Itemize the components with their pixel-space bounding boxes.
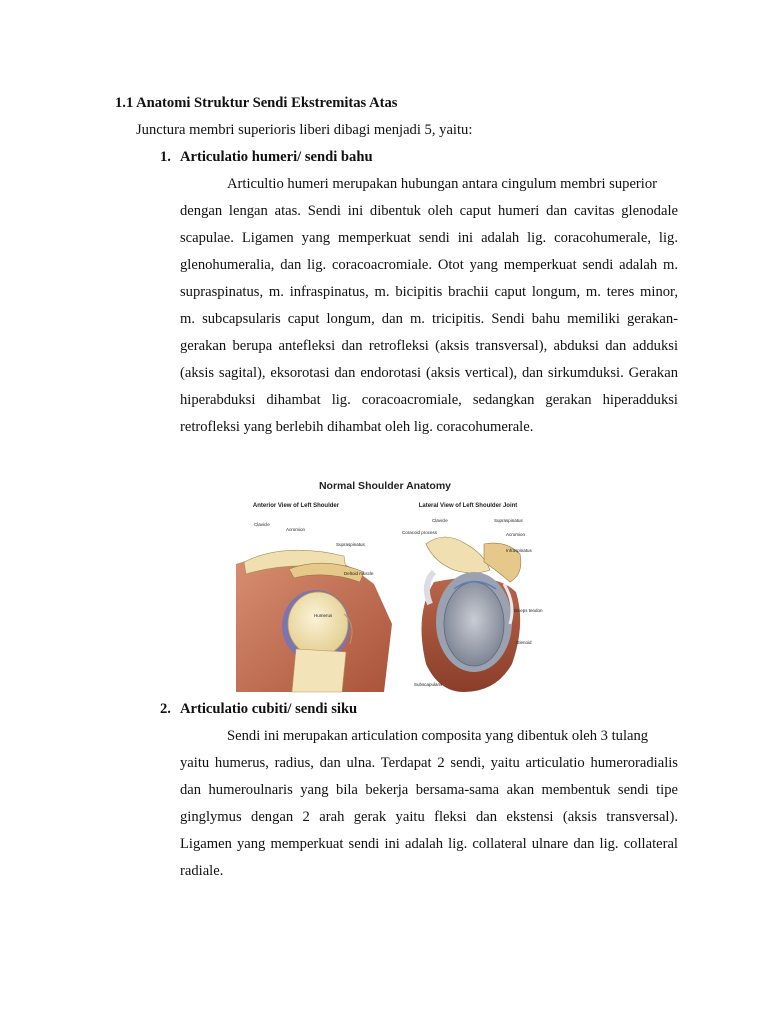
- figure-title: Normal Shoulder Anatomy: [318, 480, 452, 492]
- item-1-line-5: supraspinatus, m. infraspinatus, m. bicipitis brachii caput longum, m. teres minor,: [180, 284, 678, 300]
- label-right-supraspinatus: Supraspinatus: [494, 518, 523, 523]
- label-right-clavicle: Clavicle: [432, 518, 448, 523]
- item-1-line-1: Articultio humeri merupakan hubungan antara cingulum membri superior: [227, 176, 657, 192]
- item-1-line-3: scapulae. Ligamen yang memperkuat sendi ini adalah lig. coracohumerale, lig.: [180, 230, 678, 246]
- figure-right-caption: Lateral View of Left Shoulder Joint: [418, 503, 518, 509]
- shoulder-anatomy-figure: [234, 474, 543, 692]
- label-right-infraspinatus: Infraspinatus: [506, 548, 532, 553]
- item-2-line-4: ginglymus dengan 2 arah gerak yaitu fleksi dan ekstensi (aksis transversal).: [180, 809, 678, 825]
- label-left-deltoid: Deltoid muscle: [344, 571, 374, 576]
- section-heading: 1.1 Anatomi Struktur Sendi Ekstremitas Atas: [115, 95, 398, 111]
- label-left-clavicle: Clavicle: [254, 522, 270, 527]
- item-2-line-2: yaitu humerus, radius, dan ulna. Terdapat 2 sendi, yaitu articulatio humeroradialis: [180, 755, 678, 771]
- item-1-line-7: gerakan berupa antefleksi dan retrofleksi (aksis transversal), abduksi dan adduksi: [180, 338, 678, 354]
- label-left-humerus: Humerus: [314, 613, 333, 618]
- label-right-biceps: Biceps tendon: [514, 608, 543, 613]
- item-1-line-10: retrofleksi yang berlebih dihambat oleh lig. coracohumerale.: [180, 419, 534, 435]
- item-2-line-6: radiale.: [180, 863, 224, 879]
- item-2-number: 2.: [160, 701, 171, 717]
- label-right-subscapularis: Subscapularis: [414, 682, 443, 687]
- item-1-number: 1.: [160, 149, 171, 165]
- item-2-line-5: Ligamen yang memperkuat sendi ini adalah lig. collateral ulnare dan lig. collateral: [180, 836, 678, 852]
- lateral-shoulder-illustration: [422, 537, 521, 692]
- item-1-line-6: m. subcapsularis caput longum, dan m. tricipitis. Sendi bahu memiliki gerakan-: [180, 311, 678, 327]
- figure-left-caption: Anterior View of Left Shoulder: [252, 503, 340, 509]
- item-1-line-8: (aksis sagital), eksorotasi dan endorotasi (aksis vertical), dan sirkumduksi. Gerakan: [180, 365, 678, 381]
- intro-text: Junctura membri superioris liberi dibagi menjadi 5, yaitu:: [136, 122, 473, 138]
- item-1-line-2: dengan lengan atas. Sendi ini dibentuk oleh caput humeri dan cavitas glenodale: [180, 203, 678, 219]
- label-right-glenoid: Glenoid: [516, 640, 532, 645]
- label-left-supraspinatus: Supraspinatus: [336, 542, 365, 547]
- item-1-line-9: hiperabduksi dihambat lig. coracoacromiale, sedangkan gerakan hiperadduksi: [180, 392, 678, 408]
- label-right-coracoid: Coracoid process: [402, 530, 438, 535]
- item-2-title: Articulatio cubiti/ sendi siku: [180, 701, 358, 717]
- item-1-title: Articulatio humeri/ sendi bahu: [180, 149, 373, 165]
- label-right-acromion: Acromion: [506, 532, 526, 537]
- item-2-line-1: Sendi ini merupakan articulation composita yang dibentuk oleh 3 tulang: [227, 728, 649, 744]
- label-left-acromion: Acromion: [286, 527, 306, 532]
- item-2-line-3: dan humeroulnaris yang bila bekerja bersama-sama akan membentuk sendi tipe: [180, 782, 678, 798]
- item-1-line-4: glenohumeralia, dan lig. coracoacromiale. Otot yang memperkuat sendi adalah m.: [180, 257, 678, 273]
